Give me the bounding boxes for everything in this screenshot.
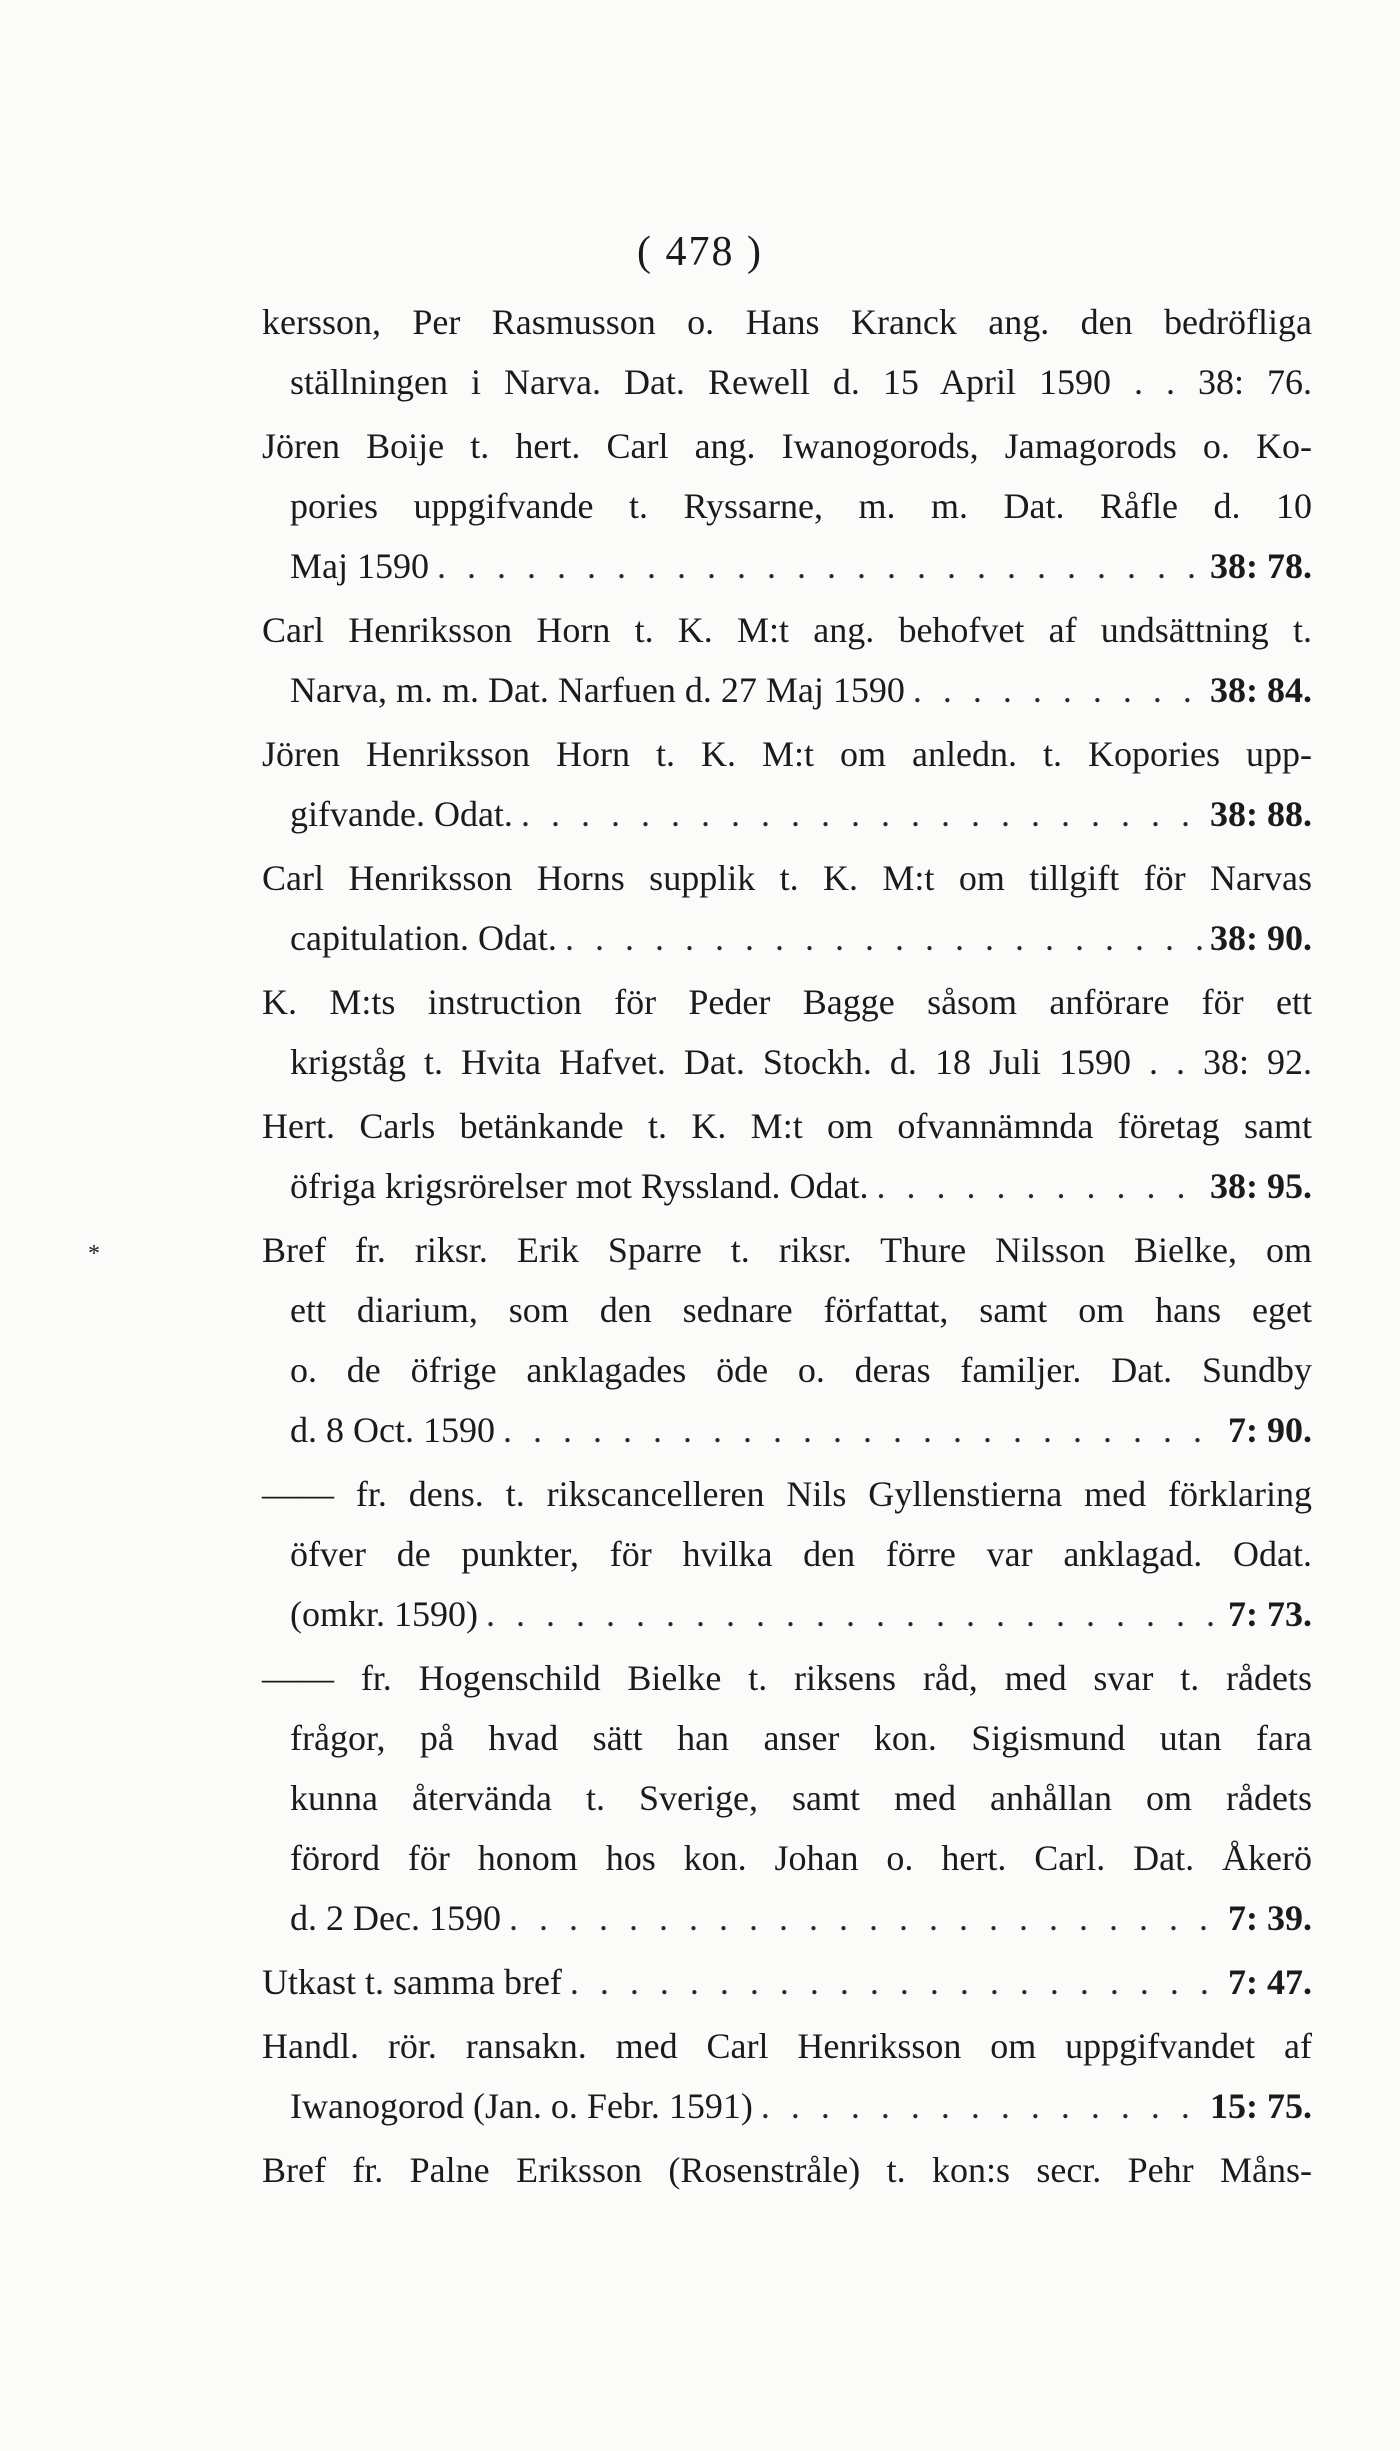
- entry-line: [262, 1032, 1312, 1092]
- entry-line: [262, 1096, 1312, 1156]
- entry-text: öfver de punkter, för hvilka den förre var anklagad. Odat.: [290, 1534, 1312, 1574]
- catalog-entry: [262, 972, 1312, 1092]
- volume-reference: 38: 95.: [1210, 1166, 1312, 1206]
- leader-dots: [565, 908, 1202, 968]
- entry-line: [262, 1828, 1312, 1888]
- entry-text: (omkr. 1590): [290, 1594, 478, 1634]
- leader-dots: [570, 1952, 1220, 2012]
- catalog-entry: [262, 724, 1312, 844]
- entry-text: o. de öfrige anklagades öde o. deras familjer. Dat. Sundby: [290, 1350, 1312, 1390]
- catalog-entry: [262, 2140, 1312, 2200]
- catalog-entry: [262, 1952, 1312, 2012]
- entry-line: [262, 2016, 1312, 2076]
- entry-text: Handl. rör. ransakn. med Carl Henriksson om uppgifvandet af: [262, 2026, 1312, 2066]
- leader-dots: [876, 1156, 1202, 1216]
- entry-line: [262, 1888, 1312, 1948]
- entry-text: Bref fr. Palne Eriksson (Rosenstråle) t. kon:s secr. Pehr Måns-: [262, 2150, 1312, 2190]
- entry-text: d. 8 Oct. 1590: [290, 1410, 495, 1450]
- entry-text: Narva, m. m. Dat. Narfuen d. 27 Maj 1590: [290, 670, 905, 710]
- entry-text: —— fr. dens. t. rikscancelleren Nils Gyllenstierna med förklaring: [262, 1474, 1312, 1514]
- entry-text: Carl Henriksson Horns supplik t. K. M:t om tillgift för Narvas: [262, 858, 1312, 898]
- catalog-entry: [262, 2016, 1312, 2136]
- entry-line: [262, 416, 1312, 476]
- entry-line: [262, 352, 1312, 412]
- catalog-entry: [262, 848, 1312, 968]
- entry-line: [262, 1524, 1312, 1584]
- margin-mark: *: [88, 1241, 100, 1267]
- entry-line: [262, 1280, 1312, 1340]
- volume-reference: 38: 90.: [1210, 918, 1312, 958]
- volume-reference: 7: 90.: [1228, 1410, 1312, 1450]
- leader-dots: [486, 1584, 1220, 1644]
- entry-line: [262, 848, 1312, 908]
- entry-line: [262, 2076, 1312, 2136]
- entry-text: —— fr. Hogenschild Bielke t. riksens råd, med svar t. rådets: [262, 1658, 1312, 1698]
- entry-line: [262, 1708, 1312, 1768]
- entry-line: [262, 1584, 1312, 1644]
- leader-dots: [913, 660, 1202, 720]
- catalog-entry: [262, 416, 1312, 596]
- leader-dots: [509, 1888, 1220, 1948]
- volume-reference: 38: 84.: [1210, 670, 1312, 710]
- entry-text: ett diarium, som den sednare författat, samt om hans eget: [290, 1290, 1312, 1330]
- entry-line: [262, 908, 1312, 968]
- leader-dots: [521, 784, 1202, 844]
- catalog-entry: [262, 292, 1312, 412]
- entry-line: [262, 972, 1312, 1032]
- volume-reference: 15: 75.: [1210, 2086, 1312, 2126]
- volume-reference: 7: 39.: [1228, 1898, 1312, 1938]
- entry-text: krigståg t. Hvita Hafvet. Dat. Stockh. d. 18 Juli 1590 . . 38: 92.: [290, 1042, 1312, 1082]
- entry-line: [262, 1768, 1312, 1828]
- volume-reference: 7: 47.: [1228, 1962, 1312, 2002]
- entry-text: ställningen i Narva. Dat. Rewell d. 15 April 1590 . . 38: 76.: [290, 362, 1312, 402]
- leader-dots: [503, 1400, 1220, 1460]
- leader-dots: [437, 536, 1202, 596]
- entry-line: [262, 1340, 1312, 1400]
- catalog-entry: [262, 1220, 1312, 1460]
- entry-text: Utkast t. samma bref: [262, 1962, 562, 2002]
- leader-dots: [761, 2076, 1202, 2136]
- entry-text: förord för honom hos kon. Johan o. hert. Carl. Dat. Åkerö: [290, 1838, 1312, 1878]
- entry-text: d. 2 Dec. 1590: [290, 1898, 501, 1938]
- catalog-entry: [262, 1464, 1312, 1644]
- volume-reference: 38: 78.: [1210, 546, 1312, 586]
- entry-text: Bref fr. riksr. Erik Sparre t. riksr. Thure Nilsson Bielke, om: [262, 1230, 1312, 1270]
- entry-line: [262, 1464, 1312, 1524]
- entry-line: [262, 1952, 1312, 2012]
- entry-text: Jören Henriksson Horn t. K. M:t om anledn. t. Kopories upp-: [262, 734, 1312, 774]
- entry-text: pories uppgifvande t. Ryssarne, m. m. Dat. Råfle d. 10: [290, 486, 1312, 526]
- entry-text: gifvande. Odat.: [290, 794, 513, 834]
- entry-line: [262, 536, 1312, 596]
- entry-line: [262, 476, 1312, 536]
- catalog-entry: [262, 600, 1312, 720]
- entry-text: capitulation. Odat.: [290, 918, 557, 958]
- catalog-entry: [262, 1096, 1312, 1216]
- entry-line: [262, 1400, 1312, 1460]
- page-number: ( 478 ): [637, 229, 763, 275]
- entry-line: [262, 1220, 1312, 1280]
- entry-text: kunna återvända t. Sverige, samt med anhållan om rådets: [290, 1778, 1312, 1818]
- catalog-entry: [262, 1648, 1312, 1948]
- entry-text: öfriga krigsrörelser mot Ryssland. Odat.: [290, 1166, 869, 1206]
- entry-text: Jören Boije t. hert. Carl ang. Iwanogorods, Jamagorods o. Ko-: [262, 426, 1312, 466]
- entry-text: Maj 1590: [290, 546, 429, 586]
- volume-reference: 38: 88.: [1210, 794, 1312, 834]
- entry-text: frågor, på hvad sätt han anser kon. Sigismund utan fara: [290, 1718, 1312, 1758]
- entry-line: [262, 292, 1312, 352]
- entry-line: [262, 2140, 1312, 2200]
- entry-text: kersson, Per Rasmusson o. Hans Kranck ang. den bedröfliga: [262, 302, 1312, 342]
- entry-text: Iwanogorod (Jan. o. Febr. 1591): [290, 2086, 753, 2126]
- entry-list: [262, 292, 1312, 2204]
- entry-line: [262, 1156, 1312, 1216]
- entry-text: Carl Henriksson Horn t. K. M:t ang. behofvet af undsättning t.: [262, 610, 1312, 650]
- entry-text: Hert. Carls betänkande t. K. M:t om ofvannämnda företag samt: [262, 1106, 1312, 1146]
- entry-line: [262, 724, 1312, 784]
- entry-line: [262, 660, 1312, 720]
- volume-reference: 7: 73.: [1228, 1594, 1312, 1634]
- entry-line: [262, 1648, 1312, 1708]
- entry-line: [262, 600, 1312, 660]
- entry-line: [262, 784, 1312, 844]
- entry-text: K. M:ts instruction för Peder Bagge såsom anförare för ett: [262, 982, 1312, 1022]
